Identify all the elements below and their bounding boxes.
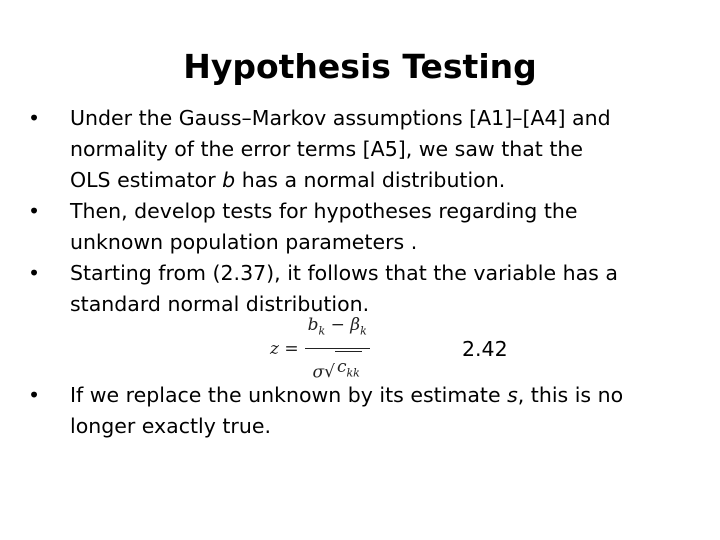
- text-run: has a normal distribution.: [235, 168, 506, 192]
- bullet-text-line: normality of the error terms [A5], we saw that the: [70, 137, 583, 161]
- equation-formula: [270, 314, 370, 383]
- subscript: k: [318, 324, 326, 337]
- equation-number: 2.42: [462, 337, 508, 361]
- bullet-text-line: Under the Gauss–Markov assumptions [A1]–[A4] and: [70, 106, 611, 130]
- slide-title: Hypothesis Testing: [183, 47, 537, 86]
- bullet-item: [28, 103, 708, 196]
- bullet-text-line: [70, 380, 708, 411]
- equation-fraction: [305, 310, 370, 389]
- bullet-marker: •: [28, 106, 41, 130]
- bullet-marker: •: [28, 199, 41, 223]
- bullet-marker: •: [28, 383, 41, 407]
- symbol-b: b: [307, 314, 319, 335]
- bullet-text-line: [70, 165, 708, 196]
- bullet-text-line: Then, develop tests for hypotheses regarding the: [70, 199, 578, 223]
- text-run: , this is no: [517, 383, 624, 407]
- slide-body: [28, 103, 708, 442]
- text-run: OLS estimator: [70, 168, 223, 192]
- subscript: k: [360, 324, 367, 337]
- bullet-item: [28, 380, 708, 442]
- subscript: kk: [346, 366, 360, 380]
- text-run: If we replace the unknown by its estimate: [70, 383, 508, 407]
- bullet-text-line: longer exactly true.: [70, 414, 271, 438]
- radical-sign-icon: √: [324, 362, 335, 383]
- bullet-text-line: Starting from (2.37), it follows that the variable has a: [70, 261, 618, 285]
- symbol-beta: − β: [325, 314, 361, 335]
- bullet-text-line: unknown population parameters .: [70, 230, 418, 254]
- italic-symbol: s: [507, 383, 518, 407]
- italic-symbol: b: [222, 168, 236, 192]
- symbol-sigma: σ: [312, 362, 325, 383]
- equation-lhs: z =: [270, 338, 299, 359]
- equation-numerator: [305, 310, 370, 349]
- bullet-text-line: standard normal distribution.: [70, 292, 370, 316]
- bullet-marker: •: [28, 261, 41, 285]
- bullet-item: [28, 196, 708, 258]
- symbol-c: c: [336, 357, 347, 377]
- equation-row: [28, 314, 708, 383]
